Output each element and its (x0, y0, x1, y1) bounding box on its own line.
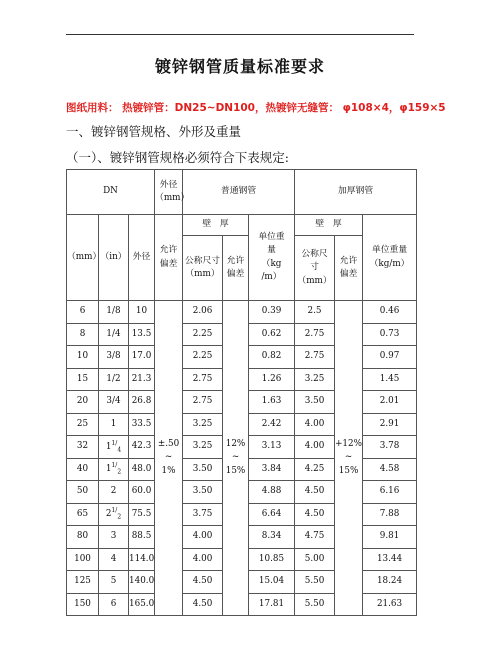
cell-dn-in (99, 481, 129, 504)
inch-whole: 1 (105, 464, 112, 475)
header-allow-2c: 偏差 (339, 269, 358, 279)
cell-wall-tolerance (223, 301, 249, 616)
cell-unit-weight-thick: 3.78 (363, 436, 417, 459)
cell-dn-mm: 15 (67, 368, 99, 391)
header-uw-1: 单位重 (258, 232, 285, 243)
cell-unit-weight: 17.81 (249, 593, 295, 616)
table-header (67, 170, 417, 301)
cell-outer-diameter: 26.8 (129, 391, 155, 414)
cell-dn-mm: 125 (67, 571, 99, 594)
cell-dn-in (99, 503, 129, 526)
cell-outer-diameter: 33.5 (129, 413, 155, 436)
header-uw-4: /m） (261, 271, 282, 282)
cell-unit-weight: 10.85 (249, 548, 295, 571)
header-outer-diameter (155, 170, 190, 215)
cell-wall-nominal: 4.00 (183, 548, 223, 571)
cell-wall-nominal: 3.25 (183, 413, 223, 436)
cell-unit-weight-thick: 0.46 (363, 301, 417, 324)
header-dn: DN (67, 170, 155, 215)
inch-fraction-slash: / (115, 439, 118, 447)
header-nominal-size-thick (295, 236, 335, 301)
cell-od-tolerance-line-3: 1% (161, 465, 176, 476)
cell-dn-in (99, 391, 129, 414)
inch-whole: 2 (110, 486, 117, 497)
inch-whole: 3/4 (106, 396, 121, 407)
section-heading-2: （一）、镀锌钢管规格必须符合下表规定: (66, 150, 289, 165)
header-uwt-1: 单位重量 (371, 245, 408, 256)
cell-unit-weight-thick: 18.24 (363, 571, 417, 594)
pipe-spec-table (66, 169, 417, 616)
header-common-pipe: 普通钢管 (183, 170, 295, 215)
inch-fraction-denominator: 4 (117, 446, 122, 454)
header-od-unit: （mm） (155, 193, 190, 203)
cell-wall-nominal: 4.00 (183, 526, 223, 549)
inch-fraction-denominator: 2 (117, 469, 122, 477)
cell-wall-tolerance-thick-line-1: +12% (335, 439, 362, 450)
inch-fraction-numerator: 1 (111, 507, 116, 515)
inch-fraction-slash: / (115, 462, 118, 470)
cell-wall-nominal-thick: 4.50 (295, 503, 335, 526)
cell-wall-tolerance-line-3: 15% (225, 465, 246, 476)
cell-outer-diameter: 88.5 (129, 526, 155, 549)
cell-unit-weight-thick: 6.16 (363, 481, 417, 504)
cell-unit-weight: 2.42 (249, 413, 295, 436)
cell-od-tolerance-line-2: ~ (164, 452, 173, 463)
cell-wall-tolerance-thick-line-3: 15% (338, 465, 359, 476)
cell-wall-nominal: 2.06 (183, 301, 223, 324)
inch-whole: 5 (110, 576, 117, 587)
cell-dn-mm: 80 (67, 526, 99, 549)
cell-wall-nominal-thick: 4.00 (295, 413, 335, 436)
cell-dn-mm: 10 (67, 346, 99, 369)
header-wall-tolerance-thick (335, 236, 363, 301)
cell-outer-diameter: 10 (129, 301, 155, 324)
cell-outer-diameter: 60.0 (129, 481, 155, 504)
materials-requirement-line: 图纸用料： 热镀锌管：DN25~DN100，热镀锌无缝管： φ108×4，φ159×5 (66, 102, 446, 114)
header-od-tolerance (155, 215, 183, 301)
cell-unit-weight-thick: 7.88 (363, 503, 417, 526)
header-nominal-t2: 寸 (310, 262, 319, 273)
cell-unit-weight-thick: 4.58 (363, 458, 417, 481)
header-wall-thickness-thick: 壁 厚 (295, 215, 363, 236)
cell-wall-nominal: 3.75 (183, 503, 223, 526)
cell-unit-weight: 4.88 (249, 481, 295, 504)
inch-whole: 4 (110, 553, 117, 564)
header-nominal-2: （mm） (185, 269, 220, 279)
header-allow-2: 偏差 (159, 258, 178, 269)
cell-unit-weight: 3.13 (249, 436, 295, 459)
header-unit-weight-thick (363, 215, 417, 301)
cell-dn-in (99, 413, 129, 436)
cell-od-tolerance (155, 301, 183, 616)
header-uw-2: 量 (267, 245, 276, 256)
cell-wall-nominal: 2.25 (183, 346, 223, 369)
cell-wall-nominal: 2.25 (183, 323, 223, 346)
cell-unit-weight-thick: 2.01 (363, 391, 417, 414)
inch-fraction-numerator: 1 (111, 462, 116, 470)
inch-whole: 3/8 (106, 351, 121, 362)
cell-dn-in (99, 301, 129, 324)
cell-unit-weight: 1.63 (249, 391, 295, 414)
cell-wall-nominal-thick: 3.25 (295, 368, 335, 391)
cell-wall-nominal-thick: 4.25 (295, 458, 335, 481)
header-wall-thickness: 壁 厚 (183, 215, 249, 236)
inch-whole: 6 (110, 598, 117, 609)
header-uwt-2: （kg/m） (369, 258, 410, 269)
cell-dn-in (99, 593, 129, 616)
cell-unit-weight: 3.84 (249, 458, 295, 481)
cell-unit-weight: 8.34 (249, 526, 295, 549)
cell-wall-nominal-thick: 4.00 (295, 436, 335, 459)
cell-unit-weight: 15.04 (249, 571, 295, 594)
cell-od-tolerance-line-1: ±.50 (157, 439, 180, 450)
section-heading-1: 一、镀锌钢管规格、外形及重量 (66, 124, 242, 139)
cell-dn-mm: 65 (67, 503, 99, 526)
header-allow-1b: 允许 (226, 255, 245, 266)
inch-fraction-denominator: 2 (117, 514, 122, 522)
cell-wall-nominal-thick: 2.75 (295, 346, 335, 369)
header-allow-1c: 允许 (339, 255, 358, 266)
cell-wall-nominal-thick: 5.50 (295, 571, 335, 594)
cell-wall-nominal-thick: 5.00 (295, 548, 335, 571)
table-body (67, 301, 417, 616)
cell-outer-diameter: 13.5 (129, 323, 155, 346)
cell-outer-diameter: 140.0 (129, 571, 155, 594)
cell-wall-nominal: 2.75 (183, 368, 223, 391)
header-unit-weight (249, 215, 295, 301)
cell-unit-weight-thick: 1.45 (363, 368, 417, 391)
cell-unit-weight-thick: 2.91 (363, 413, 417, 436)
cell-unit-weight-thick: 9.81 (363, 526, 417, 549)
cell-wall-nominal-thick: 2.5 (295, 301, 335, 324)
cell-dn-mm: 6 (67, 301, 99, 324)
inch-whole: 1/8 (106, 306, 121, 317)
inch-fraction-slash: / (115, 507, 118, 515)
cell-dn-in (99, 548, 129, 571)
header-nominal-1: 公称尺寸 (184, 255, 221, 266)
cell-dn-mm: 150 (67, 593, 99, 616)
header-uw-3: （kg (261, 258, 282, 269)
header-nominal-size (183, 236, 223, 301)
header-outer: 外径 (129, 215, 155, 301)
cell-unit-weight-thick: 0.97 (363, 346, 417, 369)
cell-dn-mm: 40 (67, 458, 99, 481)
inch-whole: 3 (110, 531, 117, 542)
cell-wall-nominal-thick: 5.50 (295, 593, 335, 616)
cell-outer-diameter: 165.0 (129, 593, 155, 616)
cell-wall-nominal-thick: 4.50 (295, 481, 335, 504)
header-nominal-t3: （mm） (297, 275, 332, 286)
cell-wall-nominal: 3.50 (183, 481, 223, 504)
cell-unit-weight: 1.26 (249, 368, 295, 391)
cell-wall-tolerance-line-1: 12% (225, 439, 246, 450)
cell-unit-weight-thick: 13.44 (363, 548, 417, 571)
cell-dn-in (99, 368, 129, 391)
header-dn-mm: （mm） (67, 215, 99, 301)
cell-unit-weight: 0.39 (249, 301, 295, 324)
cell-wall-tolerance-thick (335, 301, 363, 616)
cell-unit-weight-thick: 21.63 (363, 593, 417, 616)
inch-whole: 2 (105, 509, 112, 520)
header-allow-1: 允许 (159, 245, 178, 256)
table-row (67, 301, 417, 324)
cell-unit-weight: 6.64 (249, 503, 295, 526)
cell-outer-diameter: 114.0 (129, 548, 155, 571)
cell-wall-nominal: 4.50 (183, 571, 223, 594)
inch-whole: 1/2 (106, 373, 121, 384)
cell-wall-nominal-thick: 4.75 (295, 526, 335, 549)
header-wall-tolerance (223, 236, 249, 301)
cell-dn-in (99, 323, 129, 346)
cell-outer-diameter: 17.0 (129, 346, 155, 369)
cell-dn-mm: 32 (67, 436, 99, 459)
header-nominal-t1: 公称尺 (301, 249, 328, 260)
cell-dn-in (99, 436, 129, 459)
cell-outer-diameter: 48.0 (129, 458, 155, 481)
cell-dn-mm: 25 (67, 413, 99, 436)
cell-dn-in (99, 458, 129, 481)
document-title: 镀锌钢管质量标准要求 (154, 57, 325, 76)
cell-outer-diameter: 42.3 (129, 436, 155, 459)
inch-whole: 1 (105, 441, 112, 452)
cell-dn-mm: 20 (67, 391, 99, 414)
cell-dn-in (99, 571, 129, 594)
cell-wall-nominal: 2.75 (183, 391, 223, 414)
cell-dn-in (99, 526, 129, 549)
header-dn-in: （in） (99, 215, 129, 301)
cell-outer-diameter: 21.3 (129, 368, 155, 391)
header-thickened-pipe: 加厚钢管 (295, 170, 417, 215)
cell-dn-in (99, 346, 129, 369)
cell-wall-nominal: 3.25 (183, 436, 223, 459)
cell-wall-tolerance-thick-line-2: ~ (344, 452, 353, 463)
cell-unit-weight: 0.82 (249, 346, 295, 369)
inch-whole: 1 (110, 418, 117, 429)
inch-whole: 1/4 (106, 328, 121, 339)
cell-dn-mm: 8 (67, 323, 99, 346)
header-od-label: 外径 (159, 179, 178, 190)
cell-dn-mm: 50 (67, 481, 99, 504)
top-rule (66, 34, 414, 35)
cell-dn-mm: 100 (67, 548, 99, 571)
header-allow-2b: 偏差 (226, 269, 245, 279)
cell-wall-nominal: 4.50 (183, 593, 223, 616)
cell-wall-nominal-thick: 2.75 (295, 323, 335, 346)
cell-unit-weight-thick: 0.73 (363, 323, 417, 346)
cell-unit-weight: 0.62 (249, 323, 295, 346)
cell-wall-tolerance-line-2: ~ (231, 452, 240, 463)
cell-outer-diameter: 75.5 (129, 503, 155, 526)
inch-fraction-numerator: 1 (111, 439, 116, 447)
cell-wall-nominal-thick: 3.50 (295, 391, 335, 414)
cell-wall-nominal: 3.50 (183, 458, 223, 481)
